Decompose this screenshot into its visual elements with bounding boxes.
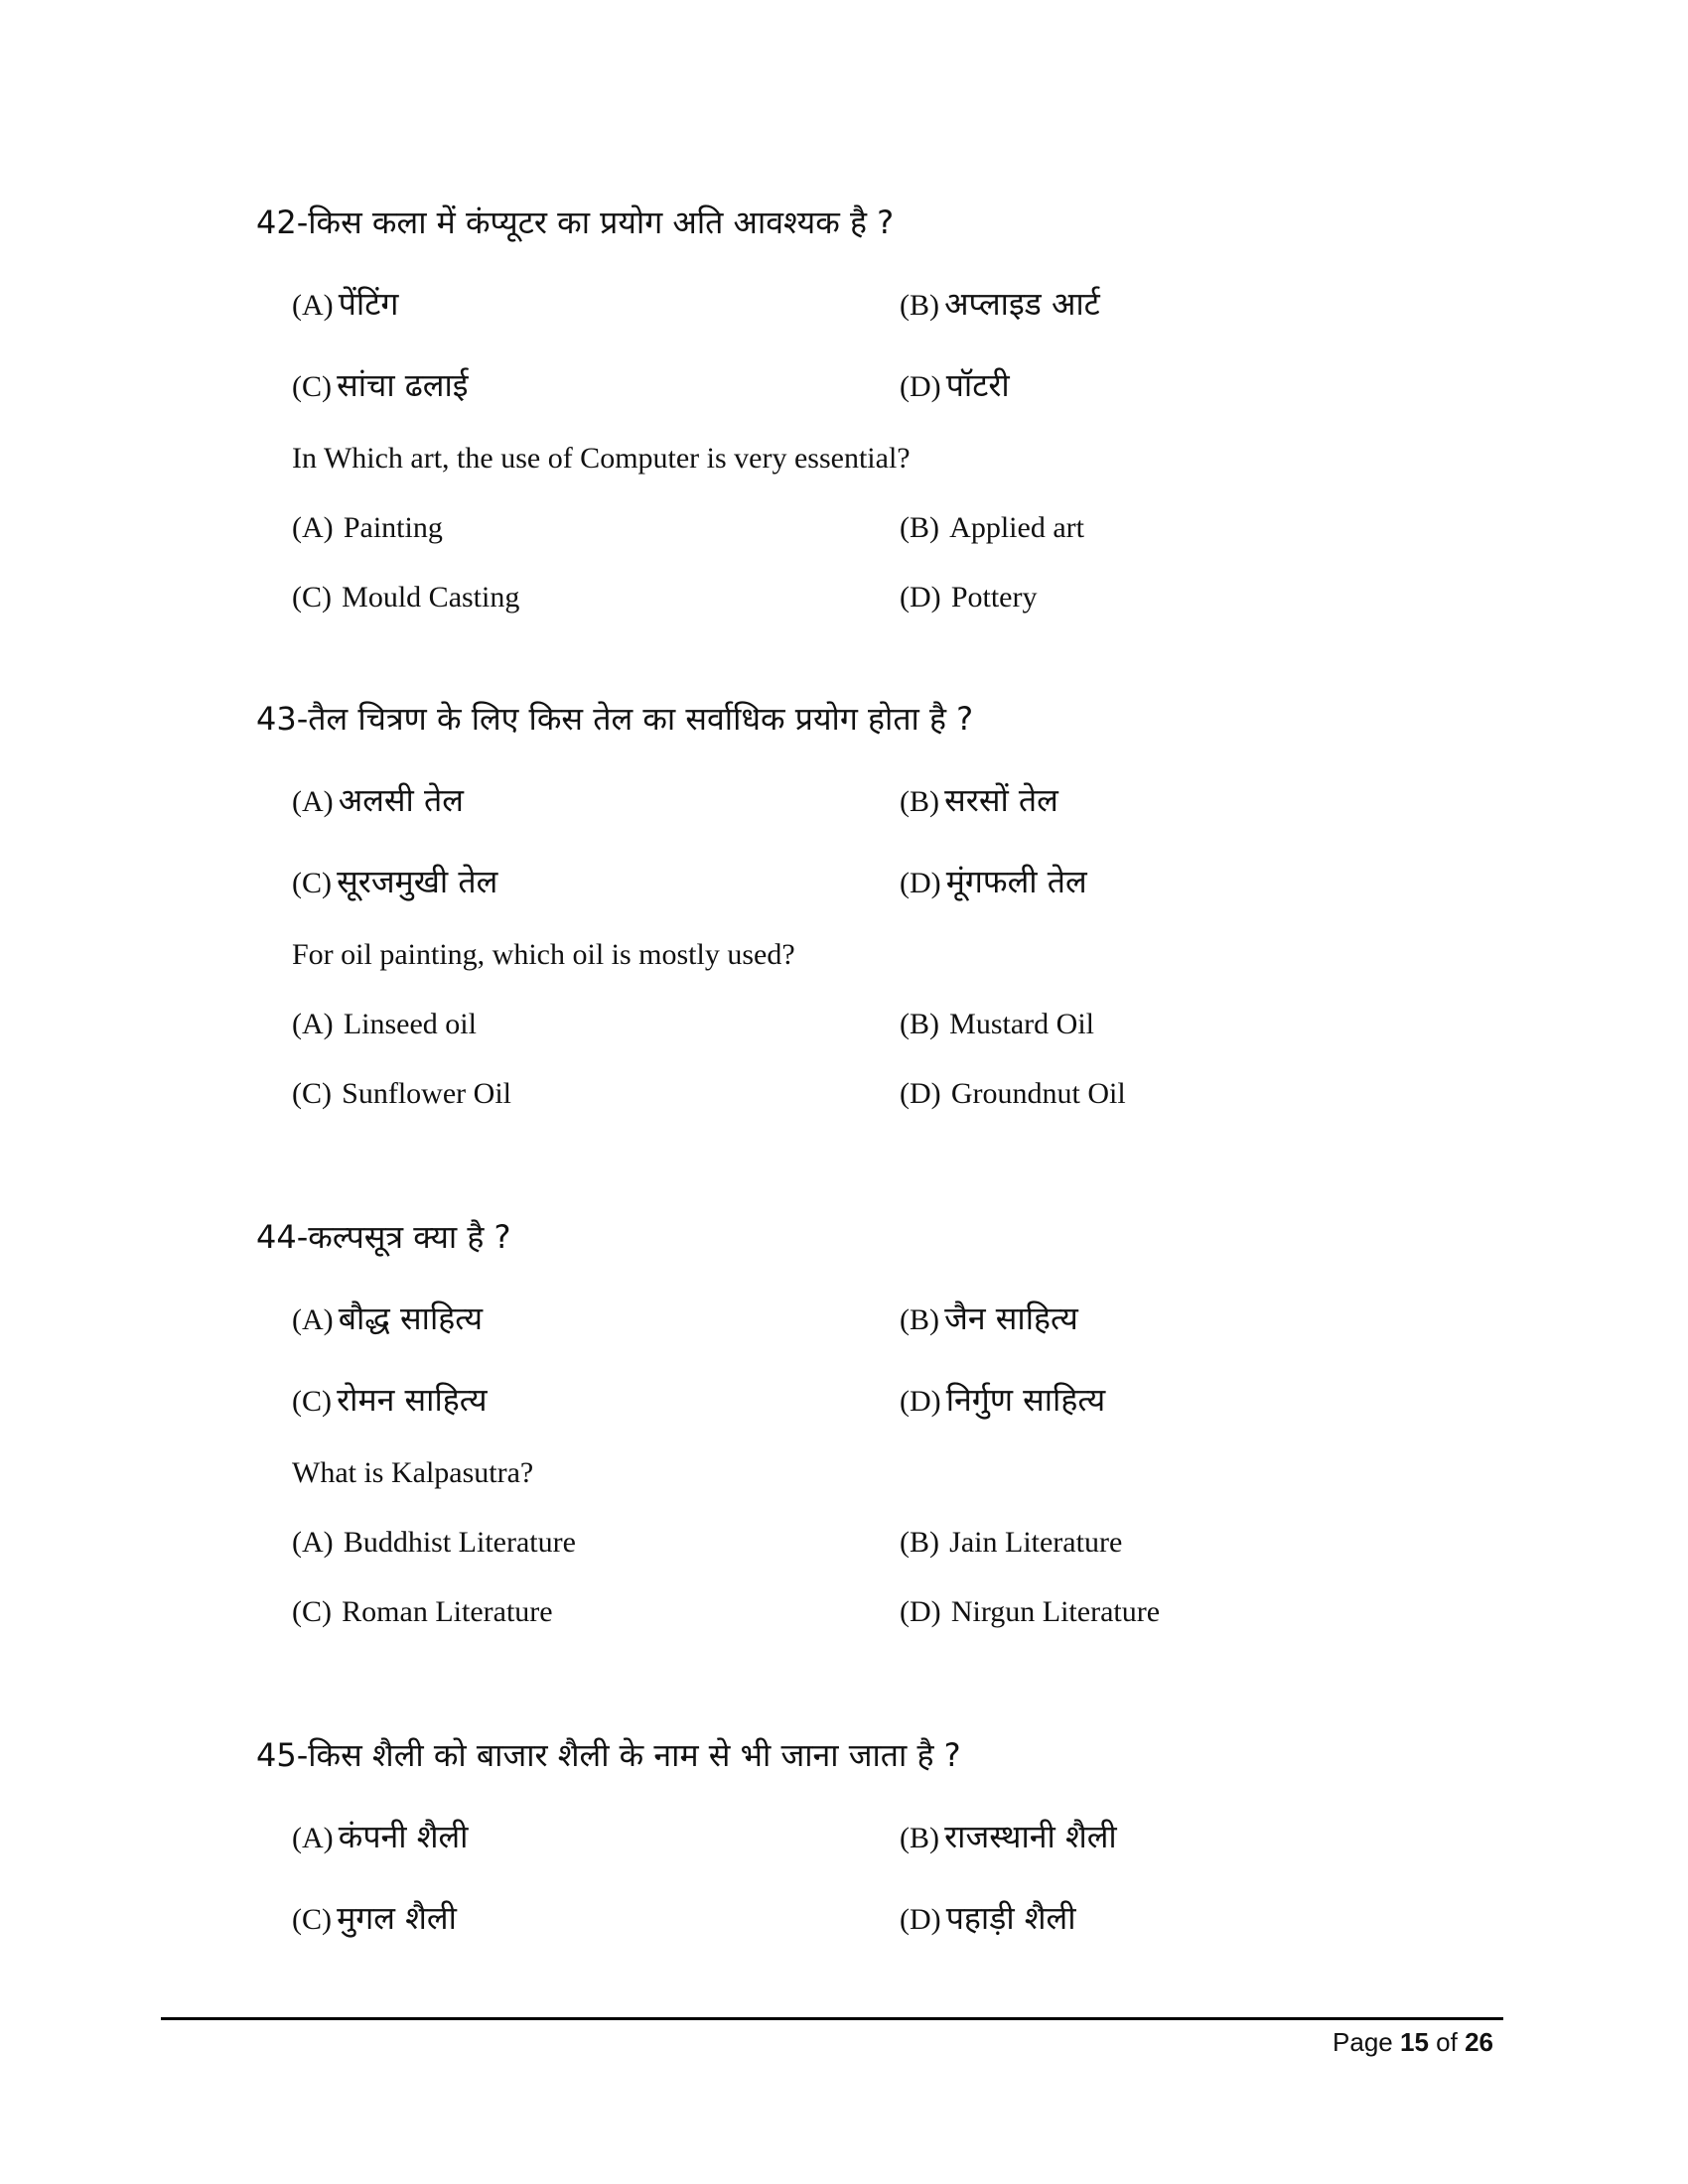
- option-d: (D) Groundnut Oil: [900, 1077, 1126, 1110]
- question-42: [256, 203, 1448, 617]
- page-number-footer: [1333, 2025, 1493, 2059]
- option-a: (A) कंपनी शैली: [292, 1818, 469, 1855]
- option-c: (C) Mould Casting: [292, 581, 520, 614]
- option-c: (C) रोमन साहित्य: [292, 1381, 488, 1419]
- option-a: (A) Linseed oil: [292, 1008, 477, 1040]
- option-a: (A) बौद्ध साहित्य: [292, 1299, 484, 1337]
- option-c: (C) Sunflower Oil: [292, 1077, 511, 1110]
- option-a: (A) पेंटिंग: [292, 285, 399, 323]
- footer-divider: [161, 2017, 1503, 2020]
- option-b: (B) Applied art: [900, 511, 1084, 544]
- question-42-english-options-row-2: [256, 578, 1448, 617]
- question-45: [256, 1735, 1448, 1938]
- option-d: (D) Nirgun Literature: [900, 1595, 1161, 1628]
- question-43-hindi-text: 43-तैल चित्रण के लिए किस तेल का सर्वाधिक प्रयोग होता है ?: [256, 700, 974, 738]
- question-44-english-options-row-1: [256, 1523, 1448, 1563]
- question-43-english-text: For oil painting, which oil is mostly used?: [292, 938, 795, 971]
- option-c: (C) सांचा ढलाई: [292, 366, 469, 404]
- question-44-hindi-options-row-1: [256, 1298, 1448, 1338]
- total-pages-number: 26: [1465, 2027, 1493, 2057]
- question-43: [256, 699, 1448, 1114]
- question-44: [256, 1217, 1448, 1632]
- option-b: (B) राजस्थानी शैली: [900, 1818, 1117, 1855]
- option-d: (D) पहाड़ी शैली: [900, 1899, 1076, 1937]
- question-42-hindi-options-row-1: [256, 284, 1448, 324]
- option-c: (C) मुगल शैली: [292, 1899, 457, 1937]
- question-42-english-options-row-1: [256, 508, 1448, 548]
- question-42-hindi-options-row-2: [256, 365, 1448, 405]
- question-45-hindi-options-row-2: [256, 1898, 1448, 1938]
- question-45-hindi-text: 45-किस शैली को बाजार शैली के नाम से भी जाना जाता है ?: [256, 1736, 961, 1774]
- question-44-english-options-row-2: [256, 1592, 1448, 1632]
- question-43-english-options-row-1: [256, 1005, 1448, 1044]
- option-b: (B) Jain Literature: [900, 1526, 1123, 1559]
- option-b: (B) अप्लाइड आर्ट: [900, 285, 1100, 323]
- question-44-hindi-text: 44-कल्पसूत्र क्या है ?: [256, 1218, 511, 1256]
- of-word: of: [1436, 2027, 1458, 2057]
- option-d: (D) Pottery: [900, 581, 1038, 614]
- option-b: (B) Mustard Oil: [900, 1008, 1094, 1040]
- option-a: (A) Painting: [292, 511, 443, 544]
- current-page-number: 15: [1400, 2027, 1429, 2057]
- question-43-hindi-options-row-1: [256, 780, 1448, 820]
- option-a: (A) Buddhist Literature: [292, 1526, 576, 1559]
- question-45-hindi-options-row-1: [256, 1817, 1448, 1856]
- question-44-english-text: What is Kalpasutra?: [292, 1456, 534, 1489]
- option-c: (C) सूरजमुखी तेल: [292, 863, 498, 900]
- question-42-english-text: In Which art, the use of Computer is very essential?: [292, 442, 911, 475]
- option-d: (D) पॉटरी: [900, 366, 1010, 404]
- option-d: (D) मूंगफली तेल: [900, 863, 1087, 900]
- question-42-hindi-text: 42-किस कला में कंप्यूटर का प्रयोग अति आवश्यक है ?: [256, 204, 895, 241]
- option-d: (D) निर्गुण साहित्य: [900, 1381, 1106, 1419]
- page-word: Page: [1333, 2027, 1393, 2057]
- question-43-hindi-options-row-2: [256, 862, 1448, 901]
- option-b: (B) जैन साहित्य: [900, 1299, 1078, 1337]
- option-b: (B) सरसों तेल: [900, 781, 1058, 819]
- option-c: (C) Roman Literature: [292, 1595, 553, 1628]
- option-a: (A) अलसी तेल: [292, 781, 464, 819]
- question-43-english-options-row-2: [256, 1074, 1448, 1114]
- question-44-hindi-options-row-2: [256, 1380, 1448, 1420]
